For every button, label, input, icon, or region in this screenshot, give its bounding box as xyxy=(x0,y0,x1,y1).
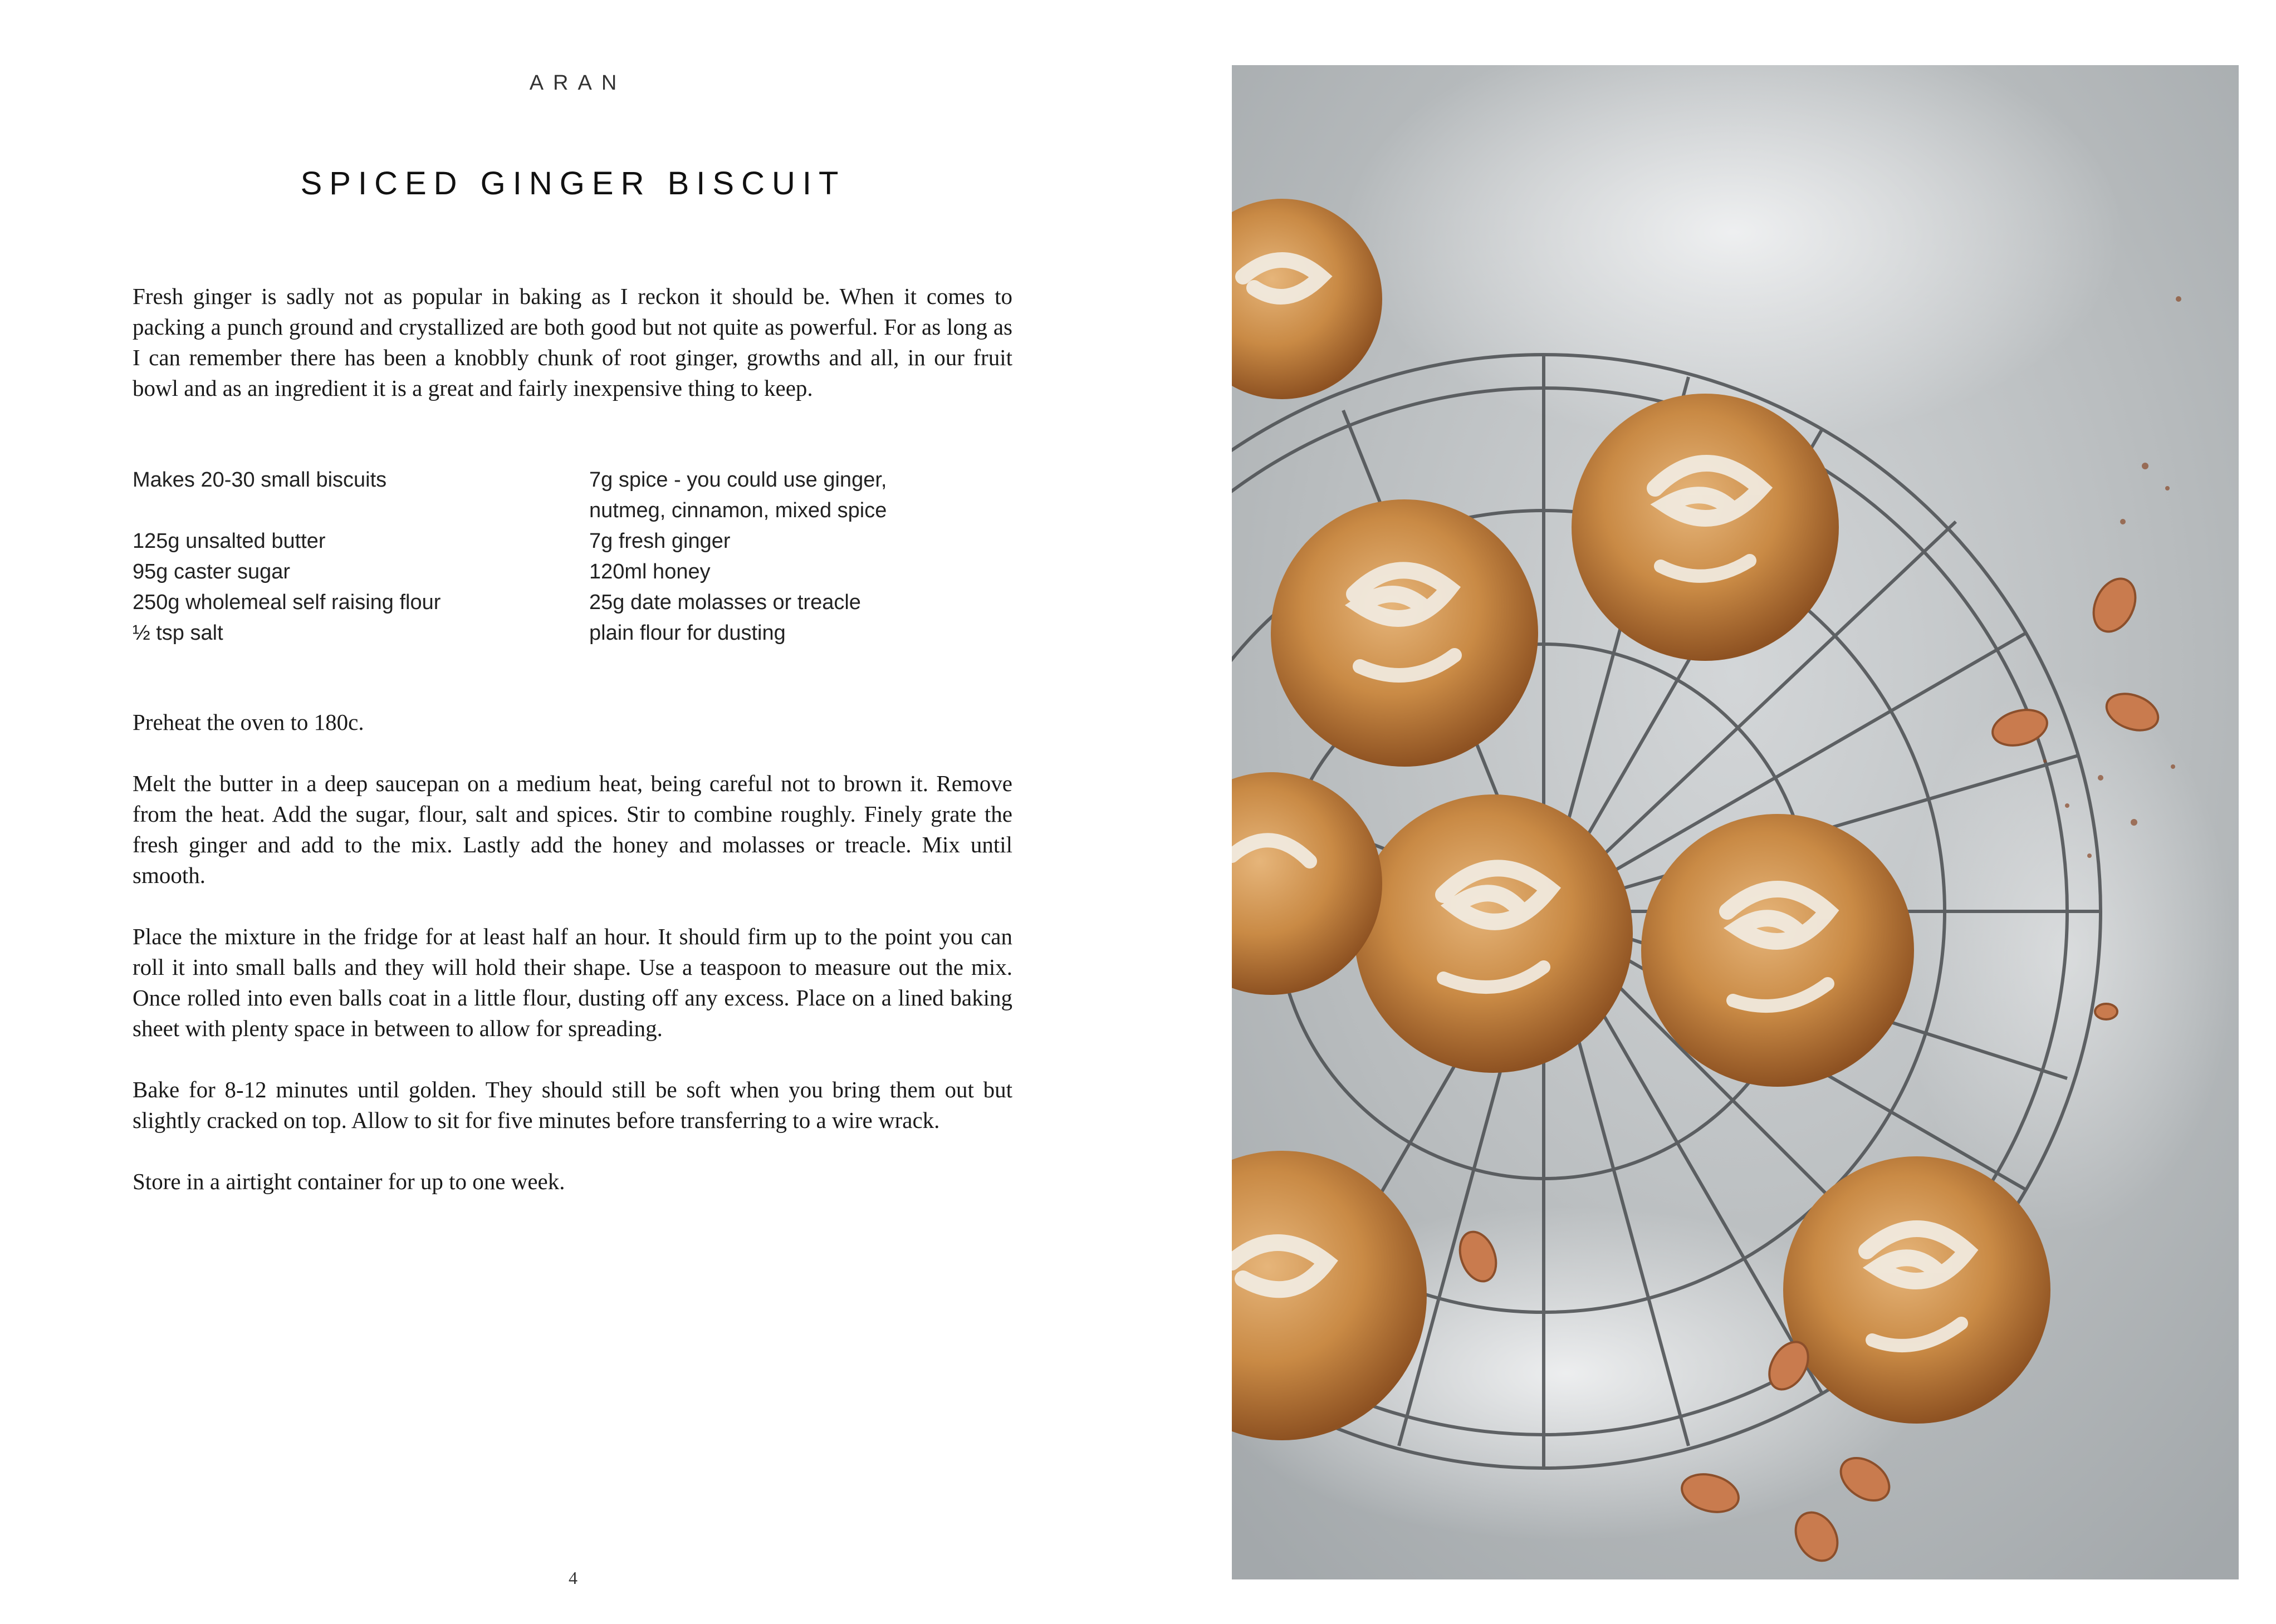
recipe-title: SPICED GINGER BISCUIT xyxy=(300,165,846,202)
method-step: Place the mixture in the fridge for at least half an hour. It should firm up to the point you can roll it into small balls and they will hold their shape. Use a teaspoon to measure out the mix. Once rolled into even balls coat in a little flour, dusting off any excess. Place on a lined baking sheet with plenty space in between to allow for spreading. xyxy=(133,924,1012,1041)
ingredient-item: 7g spice - you could use ginger, xyxy=(589,468,887,492)
ingredients-right-column xyxy=(589,465,1024,649)
recipe-photo xyxy=(1232,65,2239,1579)
ingredient-item: plain flour for dusting xyxy=(589,621,786,645)
method-step: Melt the butter in a deep saucepan on a medium heat, being careful not to brown it. Remove from the heat. Add the sugar, flour, salt and spices. Stir to combine roughly. Finely grate the fresh ginger and add to the mix. Lastly add the honey and molasses or treacle. Mix until smooth. xyxy=(133,771,1012,888)
ingredient-item: 7g fresh ginger xyxy=(589,529,731,553)
ingredient-item: 250g wholemeal self raising flour xyxy=(133,591,441,614)
ingredients-left-column xyxy=(133,465,567,649)
running-head: ARAN xyxy=(529,71,626,95)
method-step: Preheat the oven to 180c. xyxy=(133,709,364,735)
ingredient-item: 95g caster sugar xyxy=(133,560,291,583)
recipe-yield: Makes 20-30 small biscuits xyxy=(133,468,387,492)
ingredient-item: nutmeg, cinnamon, mixed spice xyxy=(589,499,887,522)
page-number: 4 xyxy=(569,1568,577,1588)
method-step: Bake for 8-12 minutes until golden. They should still be soft when you bring them out but slightly cracked on top. Allow to sit for five minutes before transferring to a wire wrack. xyxy=(133,1077,1012,1133)
method-step: Store in a airtight container for up to one week. xyxy=(133,1169,565,1194)
recipe-intro: Fresh ginger is sadly not as popular in baking as I reckon it should be. When it comes to packing a punch ground and crystallized are both good but not quite as powerful. For as long as I can remember there has been a knobbly chunk of root ginger, growths and all, in our fruit bowl and as an ingredient it is a great and fairly inexpensive thing to keep. xyxy=(133,283,1012,401)
ingredient-item: 25g date molasses or treacle xyxy=(589,591,861,614)
ingredient-item: ½ tsp salt xyxy=(133,621,223,645)
method-section xyxy=(133,707,1012,1228)
ingredient-item: 120ml honey xyxy=(589,560,711,583)
biscuit-photo-illustration xyxy=(1232,65,2239,1579)
ingredient-item: 125g unsalted butter xyxy=(133,529,326,553)
